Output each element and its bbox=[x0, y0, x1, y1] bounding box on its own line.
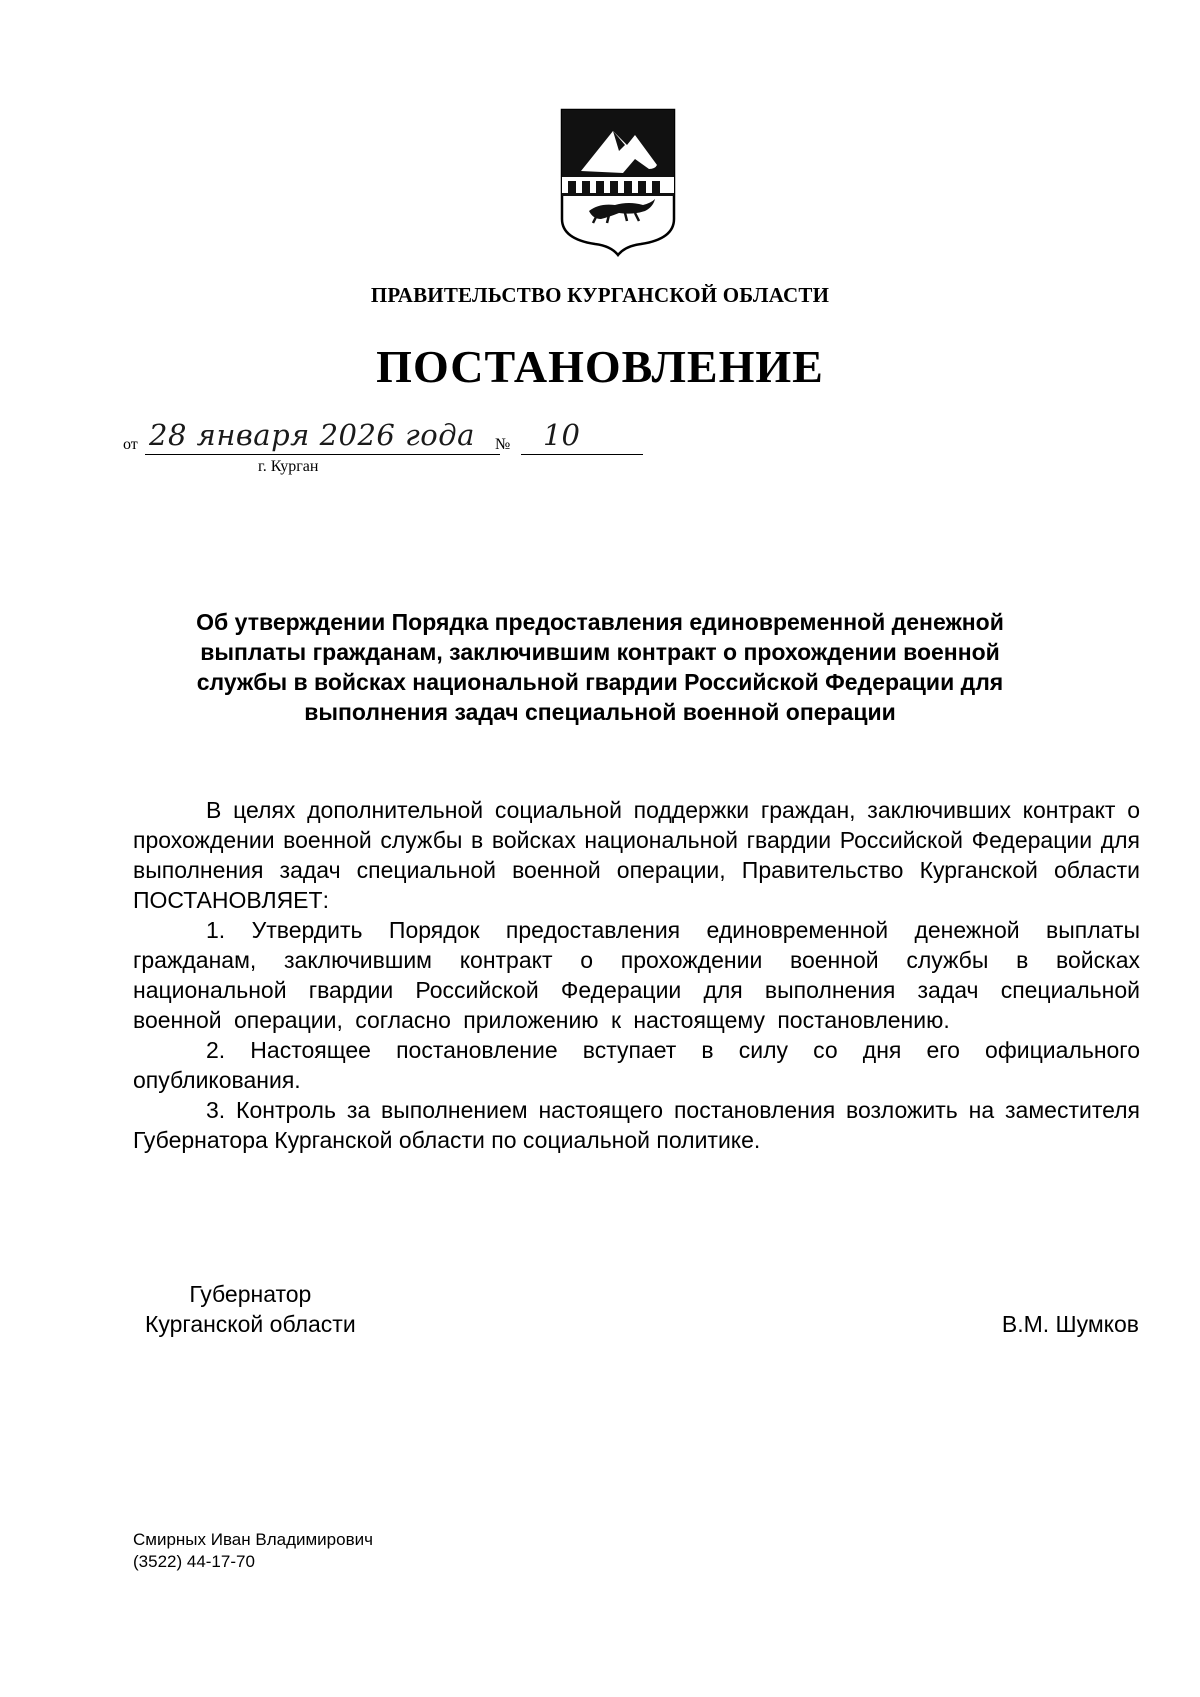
signatory-position-line: Курганской области bbox=[145, 1311, 356, 1337]
organization-name: ПРАВИТЕЛЬСТВО КУРГАНСКОЙ ОБЛАСТИ bbox=[370, 283, 830, 307]
list-item: 1. Утвердить Порядок предоставления единовременной денежной выплаты гражданам, заключившим контракт о прохождении военной службы в войсках национальной гвардии Российской Федерации для выполнения задач специальной военной операции, согласно приложению к настоящему постановлению. bbox=[133, 917, 1140, 1033]
document-body bbox=[133, 795, 1140, 1155]
signatory-name: В.М. Шумков bbox=[1001, 1311, 1139, 1337]
executor-phone: (3522) 44-17-70 bbox=[133, 1552, 255, 1571]
date-underline bbox=[145, 454, 500, 455]
signatory-position-line: Губернатор bbox=[189, 1281, 312, 1307]
number-underline bbox=[521, 454, 643, 455]
handwritten-number: 10 bbox=[543, 418, 580, 452]
date-prefix: от bbox=[123, 436, 138, 453]
list-item: 3. Контроль за выполнением настоящего постановления возложить на заместителя Губернатора Курганской области по социальной политике. bbox=[133, 1097, 1140, 1153]
coat-of-arms-icon bbox=[559, 107, 677, 257]
document-type: ПОСТАНОВЛЕНИЕ bbox=[376, 341, 824, 392]
handwritten-date: 28 января 2026 года bbox=[149, 418, 475, 452]
signatory-position bbox=[145, 1279, 356, 1339]
number-sign: № bbox=[495, 436, 511, 453]
executor-block bbox=[133, 1529, 373, 1573]
list-item: 2. Настоящее постановление вступает в силу со дня его официального опубликования. bbox=[133, 1037, 1140, 1093]
city-name: г. Курган bbox=[258, 458, 319, 475]
preamble-paragraph: В целях дополнительной социальной поддержки граждан, заключивших контракт о прохождении военной службы в войсках национальной гвардии Российской Федерации для выполнения задач специальной военной операции, Правительство Курганской области ПОСТАНОВЛЯЕТ: bbox=[133, 797, 1140, 913]
executor-name: Смирных Иван Владимирович bbox=[133, 1530, 373, 1549]
date-number-line bbox=[123, 418, 643, 478]
document-title: Об утверждении Порядка предоставления единовременной денежной выплаты гражданам, заключившим контракт о прохождении военной службы в войсках национальной гвардии Российской Федерации для выполнения задач специальной военной операции bbox=[196, 609, 1004, 725]
